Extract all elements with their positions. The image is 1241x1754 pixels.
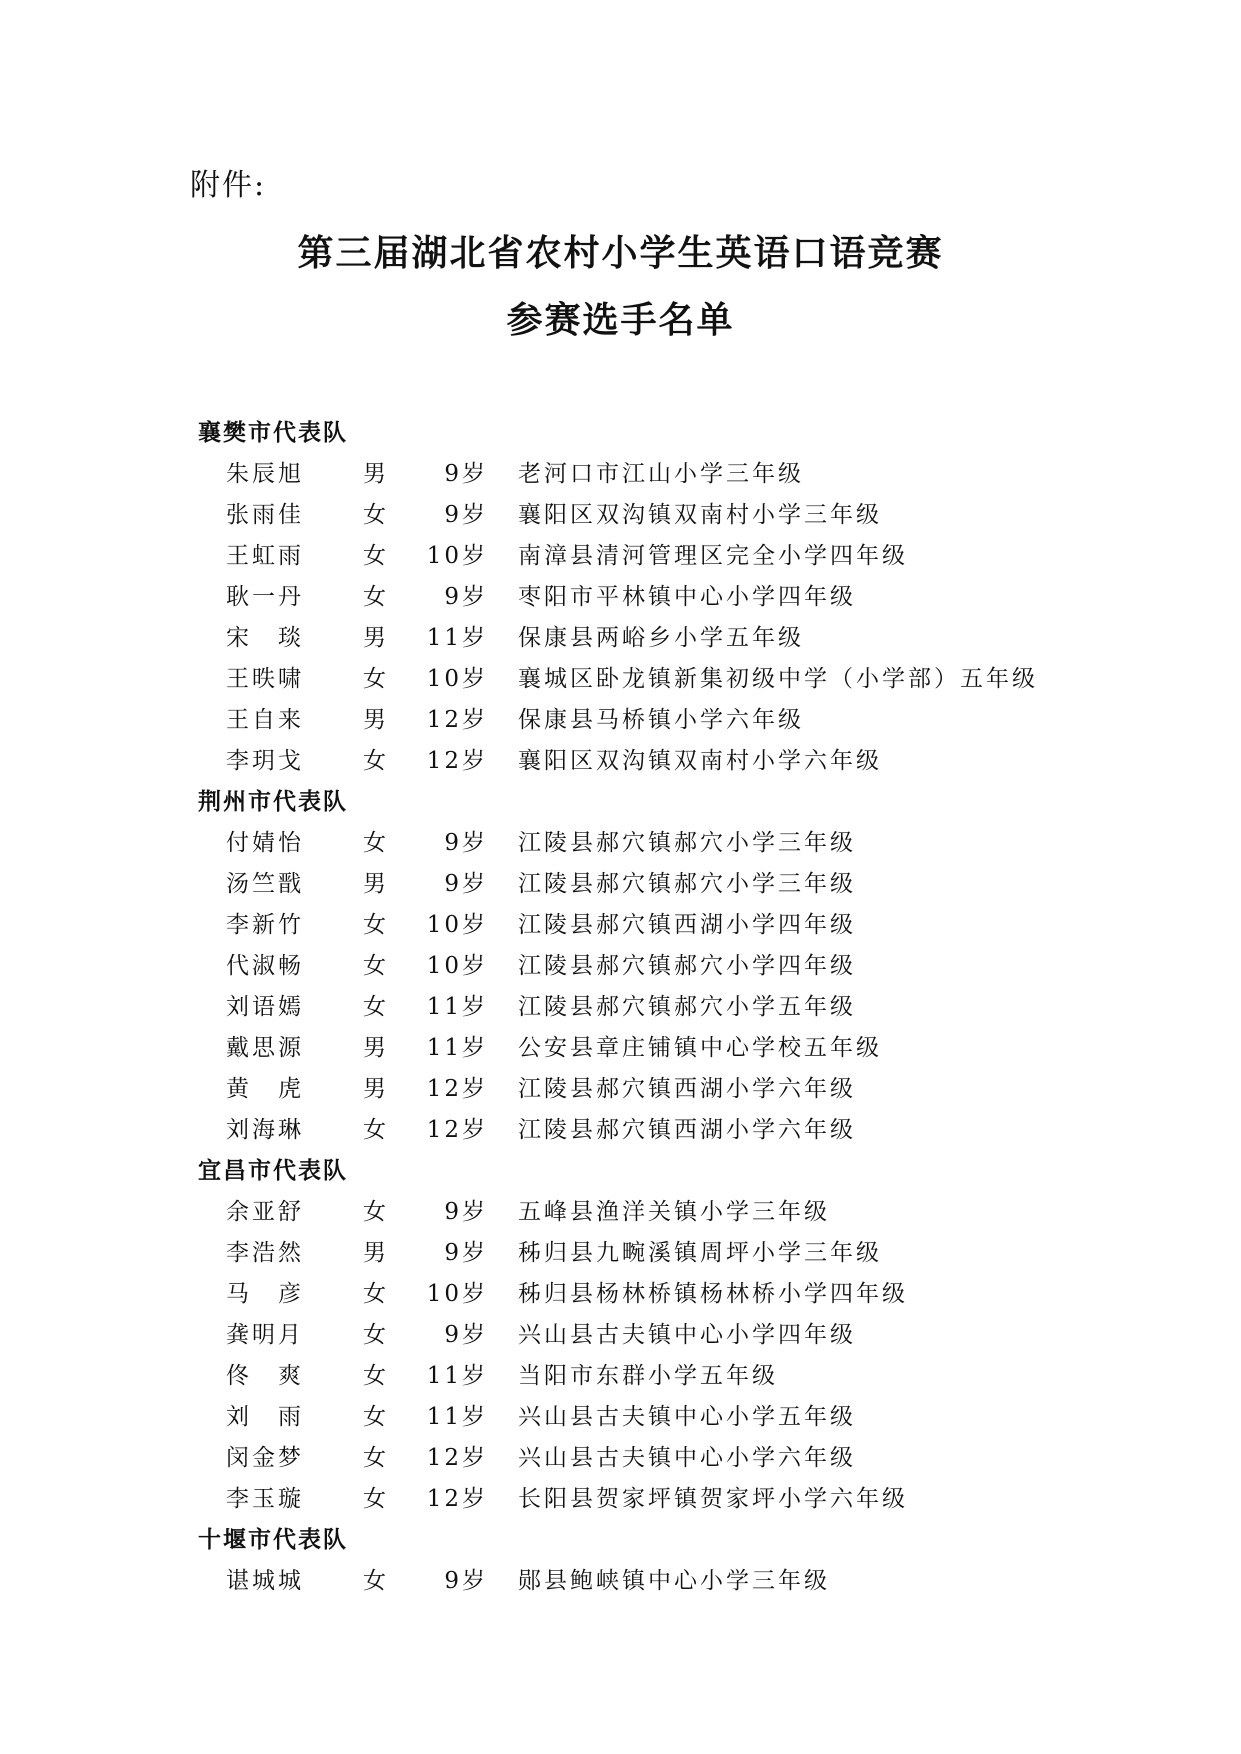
- participant-school: 江陵县郝穴镇西湖小学六年级: [518, 1076, 856, 1102]
- participant-row: [198, 454, 1198, 495]
- participant-school: 江陵县郝穴镇西湖小学六年级: [518, 1117, 856, 1143]
- participant-school: 郧县鲍峡镇中心小学三年级: [518, 1568, 830, 1594]
- participant-gender: 男: [363, 461, 389, 487]
- participant-age: 11岁: [426, 1363, 488, 1389]
- attachment-label: 附件:: [190, 168, 267, 203]
- participant-row: [198, 1110, 1198, 1151]
- participant-row: [198, 1274, 1198, 1315]
- participant-gender: 女: [363, 502, 389, 528]
- participant-name: 刘 雨: [226, 1404, 304, 1430]
- participant-row: [198, 1192, 1198, 1233]
- participant-age: 12岁: [426, 1076, 488, 1102]
- participant-age: 9岁: [444, 502, 488, 528]
- participant-school: 江陵县郝穴镇郝穴小学三年级: [518, 871, 856, 897]
- participant-gender: 男: [363, 625, 389, 651]
- participant-gender: 女: [363, 1568, 389, 1594]
- participant-age: 11岁: [426, 994, 488, 1020]
- participant-name: 宋 琰: [226, 625, 304, 651]
- participant-row: [198, 1561, 1198, 1602]
- participant-row: [198, 987, 1198, 1028]
- participant-row: [198, 1028, 1198, 1069]
- participant-name: 王昳啸: [226, 666, 304, 692]
- participant-name: 汤竺戬: [226, 871, 304, 897]
- participant-name: 谌城城: [226, 1568, 304, 1594]
- participant-gender: 女: [363, 584, 389, 610]
- participant-school: 老河口市江山小学三年级: [518, 461, 804, 487]
- participant-age: 12岁: [426, 748, 488, 774]
- participant-gender: 男: [363, 1240, 389, 1266]
- participant-school: 公安县章庄铺镇中心学校五年级: [518, 1035, 882, 1061]
- participant-school: 江陵县郝穴镇郝穴小学三年级: [518, 830, 856, 856]
- participant-school: 枣阳市平林镇中心小学四年级: [518, 584, 856, 610]
- participant-gender: 女: [363, 1363, 389, 1389]
- participant-school: 长阳县贺家坪镇贺家坪小学六年级: [518, 1486, 908, 1512]
- participant-gender: 女: [363, 543, 389, 569]
- participant-row: [198, 1233, 1198, 1274]
- participant-row: [198, 1315, 1198, 1356]
- participant-age: 10岁: [426, 666, 488, 692]
- participant-name: 刘语嫣: [226, 994, 304, 1020]
- participant-name: 刘海琳: [226, 1117, 304, 1143]
- participant-row: [198, 1356, 1198, 1397]
- participant-gender: 女: [363, 1445, 389, 1471]
- participant-age: 9岁: [444, 830, 488, 856]
- participant-school: 江陵县郝穴镇郝穴小学五年级: [518, 994, 856, 1020]
- participant-school: 当阳市东群小学五年级: [518, 1363, 778, 1389]
- participant-age: 12岁: [426, 1445, 488, 1471]
- participant-row: [198, 1397, 1198, 1438]
- participant-age: 9岁: [444, 461, 488, 487]
- participant-row: [198, 946, 1198, 987]
- participant-row: [198, 659, 1198, 700]
- participant-name: 李新竹: [226, 912, 304, 938]
- participant-name: 李玥戈: [226, 748, 304, 774]
- participant-gender: 女: [363, 666, 389, 692]
- participant-school: 秭归县杨林桥镇杨林桥小学四年级: [518, 1281, 908, 1307]
- participant-school: 兴山县古夫镇中心小学六年级: [518, 1445, 856, 1471]
- participant-row: [198, 823, 1198, 864]
- participant-name: 王自来: [226, 707, 304, 733]
- participant-school: 江陵县郝穴镇郝穴小学四年级: [518, 953, 856, 979]
- participant-row: [198, 1438, 1198, 1479]
- participant-school: 襄阳区双沟镇双南村小学三年级: [518, 502, 882, 528]
- participant-name: 黄 虎: [226, 1076, 304, 1102]
- participant-name: 代淑畅: [226, 953, 304, 979]
- document-title: 第三届湖北省农村小学生英语口语竞赛: [297, 233, 944, 274]
- participant-age: 9岁: [444, 1568, 488, 1594]
- participant-gender: 男: [363, 1076, 389, 1102]
- participant-gender: 女: [363, 1199, 389, 1225]
- participant-name: 付婧怡: [226, 830, 304, 856]
- participant-school: 秭归县九畹溪镇周坪小学三年级: [518, 1240, 882, 1266]
- participant-age: 11岁: [426, 625, 488, 651]
- participant-name: 闵金梦: [226, 1445, 304, 1471]
- participant-row: [198, 741, 1198, 782]
- participant-row: [198, 1479, 1198, 1520]
- participant-gender: 女: [363, 994, 389, 1020]
- participant-name: 马 彦: [226, 1281, 304, 1307]
- team-heading: 十堰市代表队: [198, 1527, 348, 1553]
- participant-name: 戴思源: [226, 1035, 304, 1061]
- participant-row: [198, 577, 1198, 618]
- participant-gender: 女: [363, 1404, 389, 1430]
- participant-age: 12岁: [426, 707, 488, 733]
- participant-row: [198, 618, 1198, 659]
- participant-school: 兴山县古夫镇中心小学五年级: [518, 1404, 856, 1430]
- participant-school: 保康县马桥镇小学六年级: [518, 707, 804, 733]
- participant-name: 余亚舒: [226, 1199, 304, 1225]
- participant-school: 保康县两峪乡小学五年级: [518, 625, 804, 651]
- participant-gender: 男: [363, 871, 389, 897]
- document-subtitle: 参赛选手名单: [506, 300, 735, 341]
- participant-school: 南漳县清河管理区完全小学四年级: [518, 543, 908, 569]
- participant-gender: 女: [363, 748, 389, 774]
- participant-gender: 女: [363, 912, 389, 938]
- team-heading: 荆州市代表队: [198, 789, 348, 815]
- participant-name: 耿一丹: [226, 584, 304, 610]
- participant-age: 9岁: [444, 871, 488, 897]
- participant-age: 10岁: [426, 953, 488, 979]
- participant-name: 佟 爽: [226, 1363, 304, 1389]
- participant-age: 10岁: [426, 543, 488, 569]
- participant-list: [198, 413, 1198, 1602]
- participant-age: 12岁: [426, 1117, 488, 1143]
- participant-name: 王虹雨: [226, 543, 304, 569]
- participant-name: 李玉璇: [226, 1486, 304, 1512]
- participant-school: 襄城区卧龙镇新集初级中学（小学部）五年级: [518, 666, 1038, 692]
- participant-age: 10岁: [426, 1281, 488, 1307]
- participant-age: 11岁: [426, 1404, 488, 1430]
- participant-gender: 女: [363, 1486, 389, 1512]
- participant-gender: 男: [363, 707, 389, 733]
- participant-row: [198, 905, 1198, 946]
- participant-age: 10岁: [426, 912, 488, 938]
- participant-age: 11岁: [426, 1035, 488, 1061]
- participant-age: 9岁: [444, 1322, 488, 1348]
- participant-age: 9岁: [444, 584, 488, 610]
- participant-age: 9岁: [444, 1240, 488, 1266]
- participant-age: 9岁: [444, 1199, 488, 1225]
- participant-school: 襄阳区双沟镇双南村小学六年级: [518, 748, 882, 774]
- participant-school: 五峰县渔洋关镇小学三年级: [518, 1199, 830, 1225]
- participant-name: 朱辰旭: [226, 461, 304, 487]
- participant-gender: 女: [363, 1322, 389, 1348]
- participant-gender: 女: [363, 1281, 389, 1307]
- participant-row: [198, 1069, 1198, 1110]
- participant-age: 12岁: [426, 1486, 488, 1512]
- participant-name: 张雨佳: [226, 502, 304, 528]
- participant-gender: 男: [363, 1035, 389, 1061]
- participant-school: 兴山县古夫镇中心小学四年级: [518, 1322, 856, 1348]
- participant-gender: 女: [363, 830, 389, 856]
- participant-name: 龚明月: [226, 1322, 304, 1348]
- participant-row: [198, 536, 1198, 577]
- participant-gender: 女: [363, 953, 389, 979]
- team-heading: 襄樊市代表队: [198, 420, 348, 446]
- participant-row: [198, 864, 1198, 905]
- participant-school: 江陵县郝穴镇西湖小学四年级: [518, 912, 856, 938]
- participant-row: [198, 495, 1198, 536]
- participant-name: 李浩然: [226, 1240, 304, 1266]
- participant-gender: 女: [363, 1117, 389, 1143]
- team-heading: 宜昌市代表队: [198, 1158, 348, 1184]
- participant-row: [198, 700, 1198, 741]
